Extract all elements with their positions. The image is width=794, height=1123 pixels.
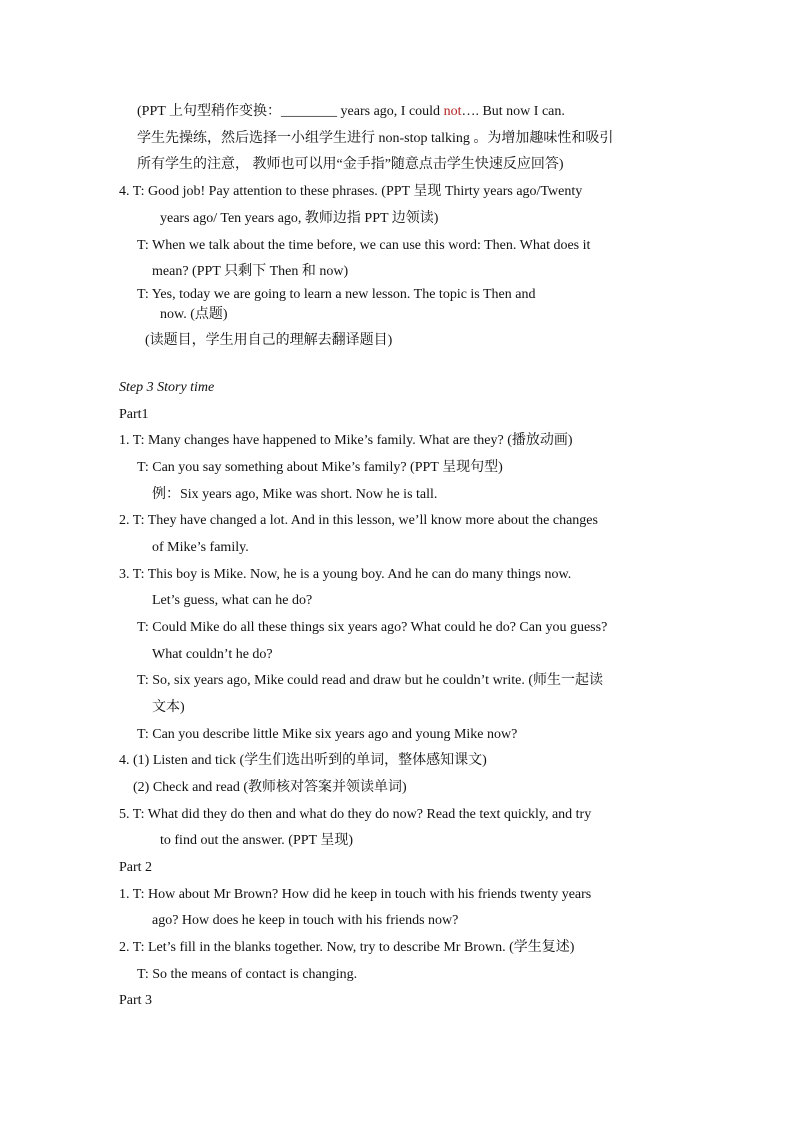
text-line: 所有学生的注意， 教师也可以用“金手指”随意点击学生快速反应回答)	[137, 157, 564, 172]
text-line: 3. T: This boy is Mike. Now, he is a young boy. And he can do many things now.	[119, 567, 572, 582]
text-line: 2. T: They have changed a lot. And in this lesson, we’ll know more about the changes	[119, 513, 598, 528]
text-line: 2. T: Let’s fill in the blanks together. Now, try to describe Mr Brown. (学生复述)	[119, 940, 575, 955]
text-line: (读题目，学生用自己的理解去翻译题目)	[145, 333, 393, 348]
text-line: years ago/ Ten years ago, 教师边指 PPT 边领读)	[160, 211, 439, 226]
text-line: 4. (1) Listen and tick (学生们选出听到的单词，整体感知课文)	[119, 753, 487, 768]
part-heading: Part1	[119, 407, 149, 422]
text-line	[137, 103, 565, 121]
text-line: 1. T: How about Mr Brown? How did he keep in touch with his friends twenty years	[119, 887, 592, 902]
text-line: T: Could Mike do all these things six years ago? What could he do? Can you guess?	[137, 620, 608, 635]
text-line: now. (点题)	[160, 307, 228, 322]
text-line: of Mike’s family.	[152, 540, 249, 555]
highlighted-word: not	[443, 104, 462, 119]
text-line: ago? How does he keep in touch with his friends now?	[152, 913, 459, 928]
text-line: T: Can you say something about Mike’s family? (PPT 呈现句型)	[137, 460, 503, 475]
text-line: T: Yes, today we are going to learn a new lesson. The topic is Then and	[137, 287, 536, 302]
text-line: Let’s guess, what can he do?	[152, 593, 313, 608]
text-line: 例：Six years ago, Mike was short. Now he is tall.	[152, 487, 438, 502]
part-heading: Part 3	[119, 993, 153, 1008]
text-line: to find out the answer. (PPT 呈现)	[160, 833, 354, 848]
text-line: 1. T: Many changes have happened to Mike’s family. What are they? (播放动画)	[119, 433, 573, 448]
text-segment: (PPT 上句型稍作变换：________ years ago, I could	[137, 104, 444, 119]
text-line: T: Can you describe little Mike six years ago and young Mike now?	[137, 727, 518, 742]
text-line: T: When we talk about the time before, we can use this word: Then. What does it	[137, 238, 591, 253]
section-heading: Step 3 Story time	[119, 380, 215, 395]
text-line: 文本)	[152, 700, 185, 715]
text-segment: …. But now I can.	[461, 104, 565, 119]
text-line: 5. T: What did they do then and what do they do now? Read the text quickly, and try	[119, 807, 592, 822]
text-line: 学生先操练，然后选择一小组学生进行 non-stop talking 。为增加趣味性和吸引	[137, 131, 614, 146]
text-line: mean? (PPT 只剩下 Then 和 now)	[152, 264, 349, 279]
part-heading: Part 2	[119, 860, 153, 875]
text-line: 4. T: Good job! Pay attention to these phrases. (PPT 呈现 Thirty years ago/Twenty	[119, 184, 583, 199]
text-line: (2) Check and read (教师核对答案并领读单词)	[133, 780, 407, 795]
text-line: T: So, six years ago, Mike could read and draw but he couldn’t write. (师生一起读	[137, 673, 603, 688]
text-line: T: So the means of contact is changing.	[137, 967, 358, 982]
text-line: What couldn’t he do?	[152, 647, 273, 662]
